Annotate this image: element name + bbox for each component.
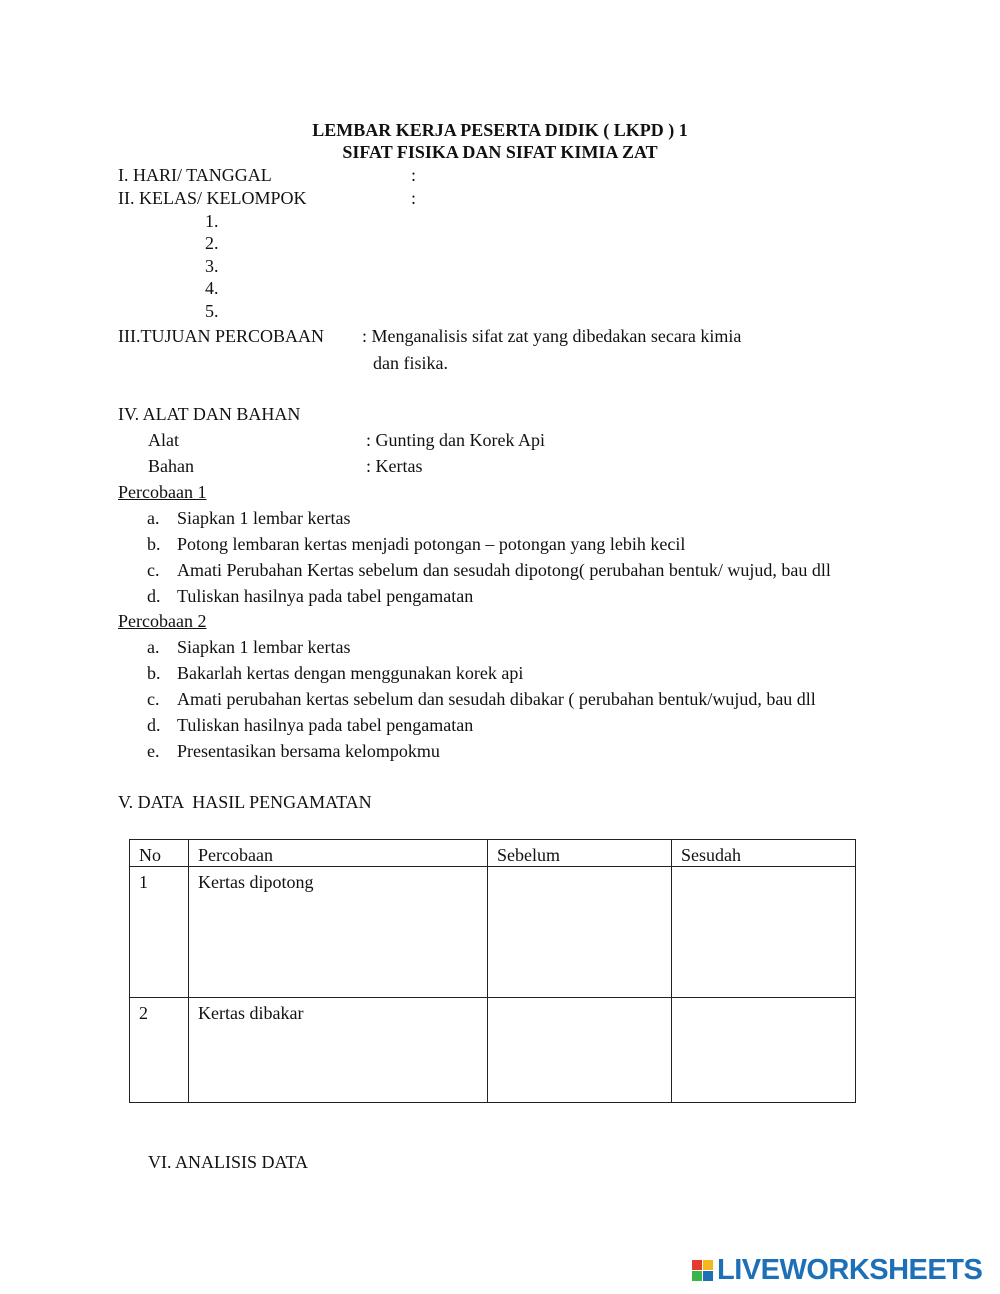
table-row	[130, 998, 856, 1103]
p2-step-b-text: Bakarlah kertas dengan menggunakan korek api	[177, 663, 524, 683]
cell-percobaan: Kertas dibakar	[189, 998, 488, 1103]
p1-step-a-marker: a.	[147, 508, 160, 528]
member-1: 1.	[205, 211, 219, 231]
p2-step-d-marker: d.	[147, 715, 161, 735]
tujuan-text-1: : Menganalisis sifat zat yang dibedakan secara kimia	[362, 326, 742, 346]
tujuan-label: III.TUJUAN PERCOBAAN	[118, 326, 324, 346]
table-row	[130, 867, 856, 998]
p2-step-e-marker: e.	[147, 741, 160, 761]
bahan-label: Bahan	[148, 456, 194, 476]
logo-mark-square	[703, 1260, 713, 1270]
logo-mark-square	[692, 1271, 702, 1281]
p1-step-d-marker: d.	[147, 586, 161, 606]
percobaan-2-title: Percobaan 2	[118, 611, 207, 631]
alat-label: Alat	[148, 430, 179, 450]
p1-step-c-text: Amati Perubahan Kertas sebelum dan sesudah dipotong( perubahan bentuk/ wujud, bau dll	[177, 560, 831, 580]
tujuan-text-2: dan fisika.	[373, 353, 448, 373]
cell-sesudah-input[interactable]	[672, 998, 856, 1103]
header-sebelum: Sebelum	[488, 840, 672, 867]
data-hasil-heading: V. DATA HASIL PENGAMATAN	[118, 792, 372, 812]
table-header-row	[130, 840, 856, 867]
p2-step-a-marker: a.	[147, 637, 160, 657]
hari-tanggal-label: I. HARI/ TANGGAL	[118, 165, 272, 185]
p1-step-b-marker: b.	[147, 534, 161, 554]
header-no: No	[130, 840, 189, 867]
cell-sebelum-input[interactable]	[488, 867, 672, 998]
member-4: 4.	[205, 278, 219, 298]
cell-sebelum-input[interactable]	[488, 998, 672, 1103]
member-3: 3.	[205, 256, 219, 276]
alat-bahan-heading: IV. ALAT DAN BAHAN	[118, 404, 301, 424]
p2-step-b-marker: b.	[147, 663, 161, 683]
p2-step-a-text: Siapkan 1 lembar kertas	[177, 637, 351, 657]
p2-step-c-marker: c.	[147, 689, 160, 709]
member-2: 2.	[205, 233, 219, 253]
title-line-1: LEMBAR KERJA PESERTA DIDIK ( LKPD ) 1	[312, 120, 688, 140]
p1-step-b-text: Potong lembaran kertas menjadi potongan – potongan yang lebih kecil	[177, 534, 686, 554]
percobaan-1-title: Percobaan 1	[118, 482, 207, 502]
cell-no: 2	[130, 998, 189, 1103]
kelas-kelompok-colon: :	[411, 188, 417, 208]
logo-mark-square	[703, 1271, 713, 1281]
cell-sesudah-input[interactable]	[672, 867, 856, 998]
title-line-2: SIFAT FISIKA DAN SIFAT KIMIA ZAT	[342, 142, 658, 162]
member-5: 5.	[205, 301, 219, 321]
p1-step-a-text: Siapkan 1 lembar kertas	[177, 508, 351, 528]
bahan-value: : Kertas	[366, 456, 423, 476]
header-percobaan: Percobaan	[189, 840, 488, 867]
observation-table	[129, 839, 856, 1103]
analisis-data-heading: VI. ANALISIS DATA	[148, 1152, 309, 1172]
liveworksheets-logo-icon	[692, 1260, 713, 1281]
cell-no: 1	[130, 867, 189, 998]
logo-mark-square	[692, 1260, 702, 1270]
header-sesudah: Sesudah	[672, 840, 856, 867]
kelas-kelompok-label: II. KELAS/ KELOMPOK	[118, 188, 307, 208]
p1-step-c-marker: c.	[147, 560, 160, 580]
alat-value: : Gunting dan Korek Api	[366, 430, 545, 450]
liveworksheets-logo	[692, 1255, 982, 1285]
p2-step-c-text: Amati perubahan kertas sebelum dan sesudah dibakar ( perubahan bentuk/wujud, bau dll	[177, 689, 816, 709]
p2-step-e-text: Presentasikan bersama kelompokmu	[177, 741, 440, 761]
cell-percobaan: Kertas dipotong	[189, 867, 488, 998]
p2-step-d-text: Tuliskan hasilnya pada tabel pengamatan	[177, 715, 474, 735]
p1-step-d-text: Tuliskan hasilnya pada tabel pengamatan	[177, 586, 474, 606]
logo-text: LIVEWORKSHEETS	[717, 1254, 983, 1286]
hari-tanggal-colon: :	[411, 165, 417, 185]
